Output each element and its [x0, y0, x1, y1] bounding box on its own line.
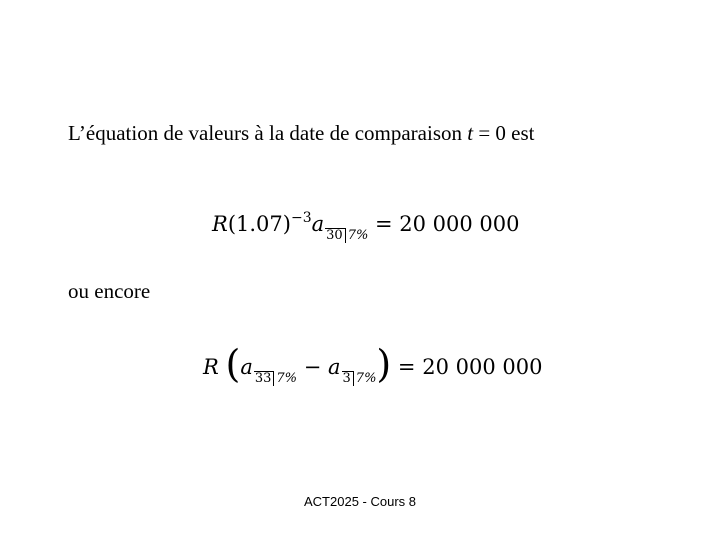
eq2-term-2: 3 [342, 371, 354, 386]
eq1-exponent: −3 [290, 210, 312, 226]
eq2-left-paren: ( [225, 342, 241, 386]
eq1-term: 30 [325, 228, 346, 243]
equation-1 [212, 210, 520, 242]
eq2-rate-2: 7% [355, 371, 377, 386]
eq1-equals: = [368, 212, 400, 236]
eq2-annuity-2 [328, 353, 376, 385]
intro-text-after: = 0 est [473, 121, 535, 145]
eq2-right-paren: ) [376, 342, 392, 386]
eq1-R: R [212, 212, 228, 236]
eq1-rhs: 20 000 000 [399, 212, 520, 236]
eq1-annuity [312, 210, 369, 242]
eq2-term-1: 33 [254, 371, 275, 386]
intro-text-before: L’équation de valeurs à la date de comparaison [68, 121, 468, 145]
slide-footer: ACT2025 - Cours 8 [304, 494, 416, 509]
eq1-a: a [311, 212, 325, 236]
eq2-equals: = [391, 355, 423, 379]
eq2-rate-1: 7% [276, 371, 298, 386]
intro-variable-t: t [467, 121, 474, 145]
eq1-base: (1.07) [227, 212, 291, 236]
eq2-a1: a [240, 355, 253, 379]
eq2-rhs: 20 000 000 [422, 355, 543, 379]
alt-text: ou encore [68, 279, 151, 303]
eq1-rate: 7% [347, 228, 369, 243]
equation-2 [203, 342, 543, 386]
eq2-R: R [203, 355, 219, 379]
intro-sentence [68, 119, 535, 147]
eq2-a2: a [327, 355, 341, 379]
eq2-minus: − [297, 355, 328, 379]
eq2-annuity-1 [240, 353, 297, 385]
